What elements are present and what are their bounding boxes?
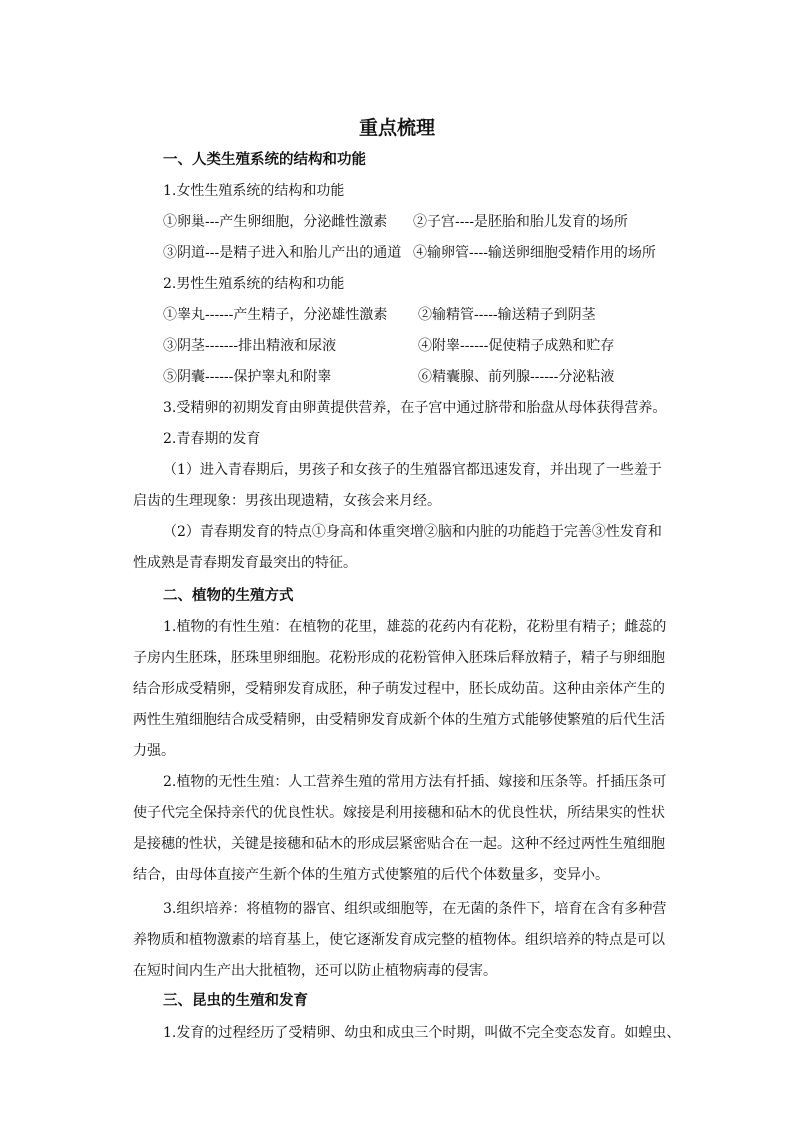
plant-sexual-line-1: 1.植物的有性生殖：在植物的花里，雄蕊的花药内有花粉，花粉里有精子；雌蕊的 — [163, 619, 667, 635]
female-item-1: ①卵巢---产生卵细胞，分泌雌性激素 — [163, 214, 388, 230]
plant-sexual-line-2: 子房内生胚珠，胚珠里卵细胞。花粉形成的花粉管伸入胚珠后释放精子，精子与卵细胞 — [133, 650, 665, 666]
plant-sexual-line-3: 结合形成受精卵，受精卵发育成胚，种子萌发过程中，胚长成幼苗。这种由亲体产生的 — [133, 681, 665, 697]
section-heading-3: 三、昆虫的生殖和发育 — [163, 992, 308, 1009]
plant-asexual-line-2: 使子代完全保持亲代的优良性状。嫁接是利用接穗和砧木的优良性状，所结果实的性状 — [133, 805, 665, 821]
male-item-2: ②输精管-----输送精子到阴茎 — [418, 307, 596, 323]
male-item-5: ⑤阴囊------保护睾丸和附睾 — [163, 369, 332, 385]
male-item-4: ④附睾------促使精子成熟和贮存 — [418, 338, 615, 354]
male-item-1: ①睾丸------产生精子，分泌雄性激素 — [163, 307, 388, 323]
puberty-paragraph-2-line-2: 性成熟是青春期发育最突出的特征。 — [133, 555, 357, 571]
plant-asexual-line-1: 2.植物的无性生殖：人工营养生殖的常用方法有扦插、嫁接和压条等。扦插压条可 — [163, 774, 667, 790]
tissue-culture-line-2: 养物质和植物激素的培育基上，使它逐渐发育成完整的植物体。组织培养的特点是可以 — [133, 932, 665, 948]
puberty-title: 2.青春期的发育 — [163, 431, 261, 447]
male-item-6: ⑥精囊腺、前列腺------分泌粘液 — [418, 369, 615, 385]
section-heading-2: 二、植物的生殖方式 — [163, 587, 294, 604]
female-item-3: ③阴道---是精子进入和胎儿产出的通道 — [163, 245, 402, 261]
plant-sexual-line-5: 力强。 — [133, 743, 175, 759]
puberty-paragraph-1-line-1: （1）进入青春期后，男孩子和女孩子的生殖器官都迅速发育，并出现了一些羞于 — [163, 462, 662, 478]
male-item-3: ③阴茎-------排出精液和尿液 — [163, 338, 337, 354]
plant-sexual-line-4: 两性生殖细胞结合成受精卵，由受精卵发育成新个体的生殖方式能够使繁殖的后代生活 — [133, 712, 665, 728]
tissue-culture-line-1: 3.组织培养：将植物的器官、组织或细胞等，在无菌的条件下，培育在含有多种营 — [163, 901, 667, 917]
female-item-2: ②子宫----是胚胎和胎儿发育的场所 — [413, 214, 628, 230]
female-item-4: ④输卵管----输送卵细胞受精作用的场所 — [413, 245, 656, 261]
tissue-culture-line-3: 在短时间内生产出大批植物，还可以防止植物病毒的侵害。 — [133, 963, 497, 979]
puberty-paragraph-1-line-2: 启齿的生理现象：男孩出现遗精，女孩会来月经。 — [133, 493, 441, 509]
paragraph-fertilized-egg: 3.受精卵的初期发育由卵黄提供营养，在子宫中通过脐带和胎盘从母体获得营养。 — [163, 400, 667, 416]
section-heading-1: 一、人类生殖系统的结构和功能 — [163, 151, 366, 168]
insect-development-line-1: 1.发育的过程经历了受精卵、幼虫和成虫三个时期，叫做不完全变态发育。如蝗虫、 — [163, 1025, 681, 1041]
female-system-title: 1.女性生殖系统的结构和功能 — [163, 183, 345, 199]
plant-asexual-line-4: 结合，由母体直接产生新个体的生殖方式使繁殖的后代个体数量多，变异小。 — [133, 867, 609, 883]
plant-asexual-line-3: 是接穗的性状，关键是接穗和砧木的形成层紧密贴合在一起。这种不经过两性生殖细胞 — [133, 836, 665, 852]
male-system-title: 2.男性生殖系统的结构和功能 — [163, 276, 345, 292]
puberty-paragraph-2-line-1: （2）青春期发育的特点①身高和体重突增②脑和内脏的功能趋于完善③性发育和 — [163, 524, 662, 540]
page-title: 重点梳理 — [358, 117, 435, 139]
